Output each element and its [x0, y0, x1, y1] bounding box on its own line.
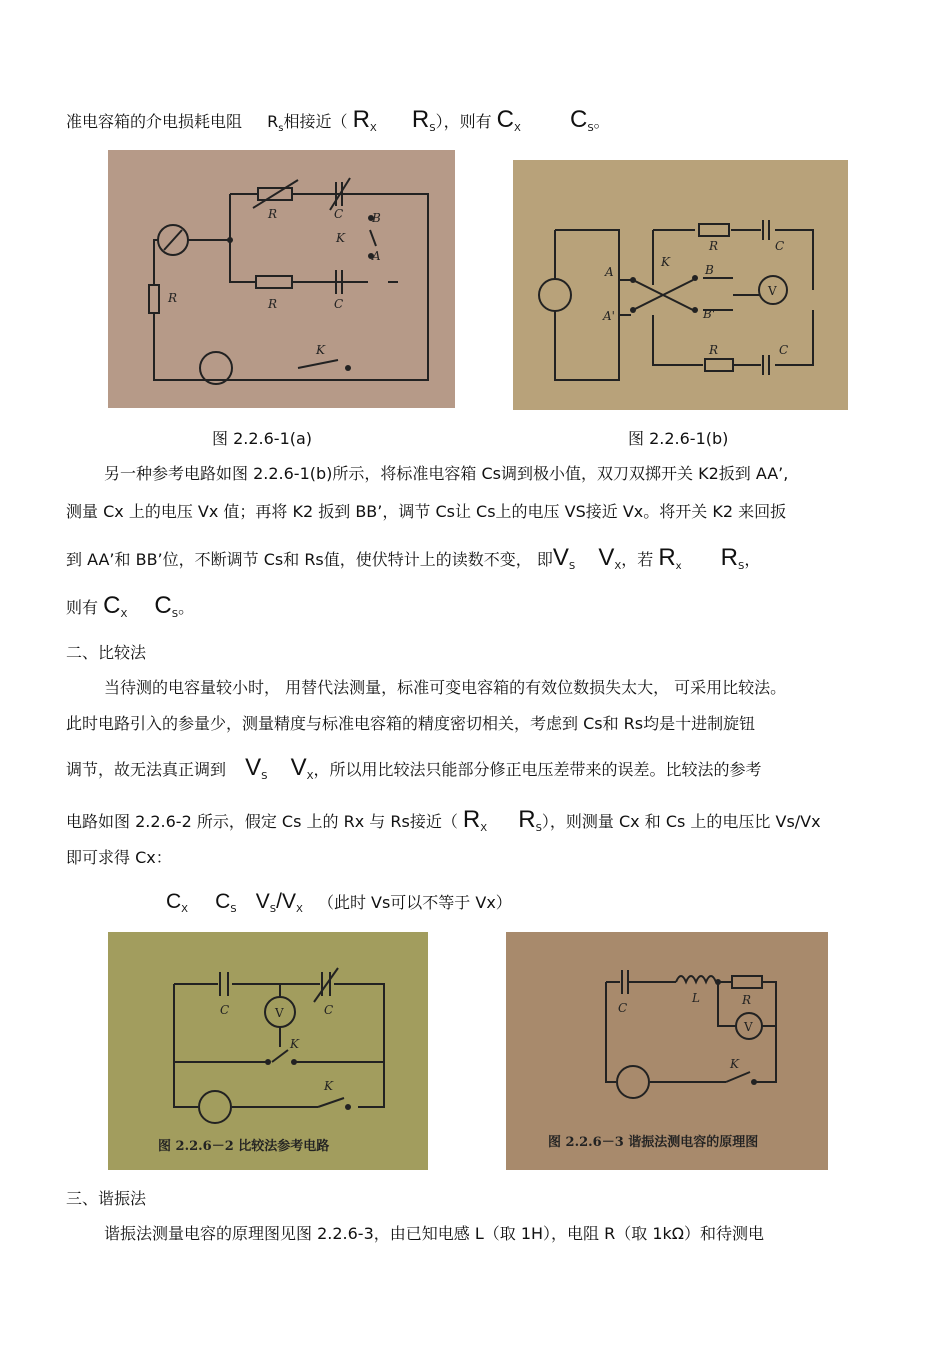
- subscript: X: [181, 904, 189, 916]
- symbol-v: V: [245, 754, 262, 781]
- figure-caption-in-image: 图 2.2.6－3 谐振法测电容的原理图: [548, 1135, 759, 1150]
- label-k1: K: [316, 343, 325, 357]
- label-k2: K: [290, 1037, 299, 1051]
- subscript: S: [171, 609, 179, 621]
- subscript: S: [269, 904, 277, 916]
- label-b: B: [705, 263, 714, 277]
- text: ，若: [621, 550, 654, 569]
- paragraph-2-line-2: 测量 Cx 上的电压 Vx 值；再将 K2 扳到 BB’，调节 Cs让 Cs上的电压 VS接近 Vx。将开关 K2 来回扳: [66, 502, 787, 521]
- symbol-v: V: [255, 890, 270, 913]
- label-k: K: [661, 255, 670, 269]
- subscript: X: [480, 823, 488, 835]
- section-2-line-1: 当待测的电容量较小时， 用替代法测量，标准可变电容箱的有效位数损失太大， 可采用比较法。: [104, 678, 787, 697]
- subscript: x: [675, 561, 682, 573]
- section-2-line-4: [66, 808, 821, 841]
- symbol-v: V: [552, 544, 569, 571]
- text: ），则有: [435, 112, 492, 131]
- subscript: X: [295, 904, 303, 916]
- text: 调节，故无法真正调到: [66, 760, 227, 779]
- symbol-r: R: [411, 106, 430, 133]
- symbol-c: C: [154, 592, 172, 619]
- label-rx: R: [709, 239, 719, 253]
- paragraph-2-line-3: [66, 546, 760, 579]
- label-l: L: [692, 991, 700, 1005]
- label-cx: C: [220, 1003, 230, 1017]
- text: ），则测量 Cx 和 Cs 上的电压比 Vs/Vx: [541, 812, 821, 831]
- label-b-prime: B': [703, 307, 716, 321]
- subscript: S: [230, 904, 237, 916]
- subscript: S: [587, 123, 594, 135]
- subscript: S: [261, 771, 268, 783]
- label-cs: C: [324, 1003, 334, 1017]
- text: ，所以用比较法只能部分修正电压差带来的误差。比较法的参考: [313, 760, 762, 779]
- label-cx: C: [334, 207, 344, 221]
- section-3-line-1: 谐振法测量电容的原理图见图 2.2.6-3，由已知电感 L（取 1H），电阻 R（取 1kΩ）和待测电: [104, 1224, 765, 1243]
- label-cx: C: [618, 1001, 628, 1015]
- subscript: s: [278, 123, 284, 135]
- figure-caption-b: 图 2.2.6-1(b): [628, 429, 729, 448]
- label-r: R: [742, 993, 752, 1007]
- formula-note: （此时 Vs可以不等于 Vx）: [317, 893, 512, 912]
- symbol-r: R: [518, 806, 536, 833]
- section-2-line-2: 此时电路引入的参量少，测量精度与标准电容箱的精度密切相关，考虑到 Cs和 Rs均是十进制旋钮: [66, 714, 756, 733]
- symbol-v: V: [598, 544, 615, 571]
- symbol-v: V: [290, 754, 307, 781]
- label-rx: R: [268, 207, 278, 221]
- label-a: A: [605, 265, 614, 279]
- symbol-v: V: [281, 890, 296, 913]
- label-rs: R: [268, 297, 278, 311]
- text: 。: [593, 112, 610, 131]
- text: 则有: [66, 598, 99, 617]
- text: 到 AA’和 BB’位，不断调节 Cs和 Rs值，使伏特计上的读数不变， 即: [66, 550, 553, 569]
- figure-caption-a: 图 2.2.6-1(a): [212, 429, 313, 448]
- section-2-line-5: 即可求得 Cx：: [66, 848, 172, 867]
- subscript: X: [306, 771, 314, 783]
- label-voltmeter: V: [744, 1020, 753, 1034]
- symbol-c: C: [569, 106, 588, 133]
- symbol-r: R: [658, 544, 676, 571]
- figure-caption-in-image: 图 2.2.6－2 比较法参考电路: [158, 1139, 330, 1154]
- label-voltmeter: V: [768, 284, 777, 298]
- subscript: S: [429, 123, 436, 135]
- text: ，: [744, 550, 761, 569]
- text: 相接近（: [283, 112, 348, 131]
- subscript: X: [369, 123, 377, 135]
- subscript: X: [614, 561, 622, 573]
- symbol-c: C: [103, 592, 121, 619]
- subscript: X: [120, 609, 128, 621]
- text: 电路如图 2.2.6-2 所示，假定 Cs 上的 Rx 与 Rs接近（: [66, 812, 458, 831]
- label-k2: K: [336, 231, 345, 245]
- label-rs-left: R: [168, 291, 178, 305]
- text: 准电容箱的介电损耗电阻: [66, 112, 243, 131]
- figure-2-2-6-1b: [513, 160, 848, 410]
- formula-cx: [166, 890, 512, 922]
- section-2-line-3: [66, 756, 761, 789]
- figure-2-2-6-2: [108, 932, 428, 1170]
- symbol-c: C: [496, 106, 515, 133]
- symbol-r: R: [267, 112, 279, 131]
- label-k1: K: [324, 1079, 333, 1093]
- label-cx: C: [775, 239, 785, 253]
- symbol-r: R: [462, 806, 481, 833]
- symbol-c: C: [166, 890, 182, 913]
- section-heading-resonance: 三、谐振法: [66, 1189, 147, 1208]
- slash: /: [276, 890, 282, 913]
- symbol-r: R: [352, 106, 370, 133]
- label-voltmeter: V: [275, 1006, 284, 1020]
- paragraph-1-line: [66, 108, 610, 141]
- label-k1: K: [730, 1057, 739, 1071]
- symbol-r: R: [720, 544, 739, 571]
- section-heading-comparison: 二、比较法: [66, 643, 147, 662]
- label-cs: C: [779, 343, 789, 357]
- symbol-c: C: [215, 890, 231, 913]
- label-a: A: [372, 249, 381, 263]
- figure-2-2-6-3: [506, 932, 828, 1170]
- text: 。: [178, 598, 195, 617]
- paragraph-2-line-4: [66, 594, 194, 627]
- subscript: S: [568, 561, 576, 573]
- figure-2-2-6-1a: [108, 150, 455, 408]
- paragraph-2-line-1: 另一种参考电路如图 2.2.6-1(b)所示，将标准电容箱 Cs调到极小值，双刀双掷开关 K2扳到 AA’,: [104, 464, 789, 483]
- subscript: X: [514, 123, 521, 135]
- label-b: B: [372, 211, 381, 225]
- label-cs: C: [334, 297, 344, 311]
- subscript: S: [738, 561, 745, 573]
- subscript: S: [535, 823, 542, 835]
- label-rs: R: [709, 343, 719, 357]
- label-a-prime: A': [603, 309, 615, 323]
